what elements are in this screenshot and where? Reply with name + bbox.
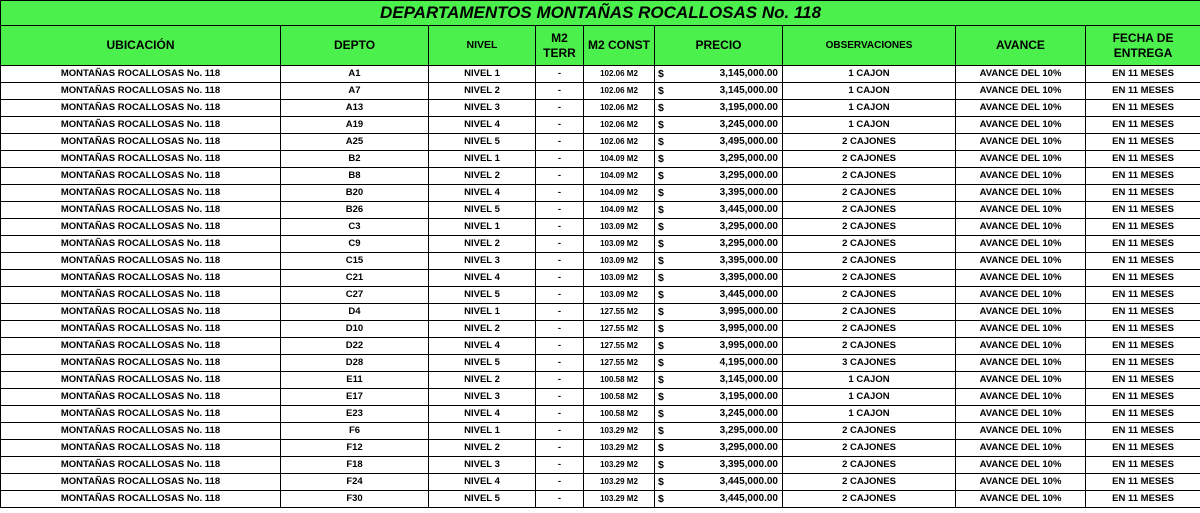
cell-precio[interactable]: 3,395,000.00: [675, 457, 783, 474]
cell-nivel[interactable]: NIVEL 4: [429, 406, 536, 423]
table-row: [1, 185, 1200, 202]
cell-observaciones[interactable]: 1 CAJON: [783, 66, 956, 83]
cell-ubicacion[interactable]: MONTAÑAS ROCALLOSAS No. 118: [1, 355, 281, 372]
cell-observaciones[interactable]: 2 CAJONES: [783, 423, 956, 440]
cell-avance[interactable]: AVANCE DEL 10%: [956, 321, 1086, 338]
cell-m2-const[interactable]: 103.29 M2: [584, 491, 655, 508]
cell-m2-const[interactable]: 103.09 M2: [584, 219, 655, 236]
table-row: [1, 304, 1200, 321]
cell-fecha-entrega[interactable]: EN 11 MESES: [1086, 219, 1200, 236]
cell-avance[interactable]: AVANCE DEL 10%: [956, 491, 1086, 508]
cell-currency[interactable]: $: [655, 219, 675, 236]
cell-observaciones[interactable]: 2 CAJONES: [783, 134, 956, 151]
cell-nivel[interactable]: NIVEL 4: [429, 338, 536, 355]
cell-avance[interactable]: AVANCE DEL 10%: [956, 168, 1086, 185]
table-row: [1, 253, 1200, 270]
cell-nivel[interactable]: NIVEL 4: [429, 117, 536, 134]
cell-m2-terr[interactable]: -: [536, 185, 584, 202]
cell-precio[interactable]: 3,295,000.00: [675, 168, 783, 185]
cell-fecha-entrega[interactable]: EN 11 MESES: [1086, 253, 1200, 270]
cell-m2-const[interactable]: 103.29 M2: [584, 474, 655, 491]
cell-fecha-entrega[interactable]: EN 11 MESES: [1086, 270, 1200, 287]
cell-observaciones[interactable]: 2 CAJONES: [783, 491, 956, 508]
cell-ubicacion[interactable]: MONTAÑAS ROCALLOSAS No. 118: [1, 219, 281, 236]
cell-precio[interactable]: 3,495,000.00: [675, 134, 783, 151]
cell-currency[interactable]: $: [655, 304, 675, 321]
cell-avance[interactable]: AVANCE DEL 10%: [956, 134, 1086, 151]
cell-avance[interactable]: AVANCE DEL 10%: [956, 202, 1086, 219]
cell-nivel[interactable]: NIVEL 4: [429, 270, 536, 287]
cell-m2-terr[interactable]: -: [536, 304, 584, 321]
cell-precio[interactable]: 3,295,000.00: [675, 219, 783, 236]
table-row: [1, 134, 1200, 151]
cell-m2-const[interactable]: 104.09 M2: [584, 151, 655, 168]
cell-m2-const[interactable]: 100.58 M2: [584, 406, 655, 423]
header-fecha-entrega[interactable]: FECHA DE ENTREGA: [1086, 26, 1200, 66]
cell-fecha-entrega[interactable]: EN 11 MESES: [1086, 321, 1200, 338]
cell-m2-terr[interactable]: -: [536, 355, 584, 372]
cell-nivel[interactable]: NIVEL 4: [429, 474, 536, 491]
cell-ubicacion[interactable]: MONTAÑAS ROCALLOSAS No. 118: [1, 270, 281, 287]
cell-m2-const[interactable]: 127.55 M2: [584, 304, 655, 321]
cell-depto[interactable]: D28: [281, 355, 429, 372]
table-row: [1, 440, 1200, 457]
table-row: [1, 457, 1200, 474]
cell-avance[interactable]: AVANCE DEL 10%: [956, 372, 1086, 389]
cell-m2-terr[interactable]: -: [536, 440, 584, 457]
table-row: [1, 151, 1200, 168]
cell-currency[interactable]: $: [655, 440, 675, 457]
cell-currency[interactable]: $: [655, 83, 675, 100]
cell-currency[interactable]: $: [655, 134, 675, 151]
cell-nivel[interactable]: NIVEL 2: [429, 83, 536, 100]
cell-avance[interactable]: AVANCE DEL 10%: [956, 440, 1086, 457]
cell-avance[interactable]: AVANCE DEL 10%: [956, 389, 1086, 406]
cell-nivel[interactable]: NIVEL 3: [429, 253, 536, 270]
cell-avance[interactable]: AVANCE DEL 10%: [956, 338, 1086, 355]
cell-m2-terr[interactable]: -: [536, 168, 584, 185]
cell-avance[interactable]: AVANCE DEL 10%: [956, 270, 1086, 287]
cell-currency[interactable]: $: [655, 389, 675, 406]
cell-fecha-entrega[interactable]: EN 11 MESES: [1086, 202, 1200, 219]
table-row: [1, 219, 1200, 236]
cell-avance[interactable]: AVANCE DEL 10%: [956, 83, 1086, 100]
table-row: [1, 117, 1200, 134]
cell-precio[interactable]: 3,395,000.00: [675, 253, 783, 270]
cell-m2-terr[interactable]: -: [536, 236, 584, 253]
cell-observaciones[interactable]: 1 CAJON: [783, 406, 956, 423]
cell-precio[interactable]: 3,245,000.00: [675, 117, 783, 134]
cell-precio[interactable]: 3,295,000.00: [675, 423, 783, 440]
header-observaciones[interactable]: OBSERVACIONES: [783, 26, 956, 66]
cell-nivel[interactable]: NIVEL 1: [429, 151, 536, 168]
cell-fecha-entrega[interactable]: EN 11 MESES: [1086, 389, 1200, 406]
cell-m2-terr[interactable]: -: [536, 83, 584, 100]
cell-currency[interactable]: $: [655, 491, 675, 508]
cell-depto[interactable]: C15: [281, 253, 429, 270]
cell-precio[interactable]: 3,445,000.00: [675, 474, 783, 491]
cell-fecha-entrega[interactable]: EN 11 MESES: [1086, 134, 1200, 151]
cell-ubicacion[interactable]: MONTAÑAS ROCALLOSAS No. 118: [1, 168, 281, 185]
header-nivel[interactable]: NIVEL: [429, 26, 536, 66]
cell-m2-terr[interactable]: -: [536, 202, 584, 219]
cell-depto[interactable]: D10: [281, 321, 429, 338]
cell-depto[interactable]: B8: [281, 168, 429, 185]
cell-m2-const[interactable]: 100.58 M2: [584, 372, 655, 389]
cell-m2-terr[interactable]: -: [536, 270, 584, 287]
cell-depto[interactable]: A1: [281, 66, 429, 83]
table-row: [1, 389, 1200, 406]
table-row: [1, 287, 1200, 304]
cell-avance[interactable]: AVANCE DEL 10%: [956, 117, 1086, 134]
cell-observaciones[interactable]: 2 CAJONES: [783, 474, 956, 491]
cell-m2-terr[interactable]: -: [536, 134, 584, 151]
cell-precio[interactable]: 3,395,000.00: [675, 185, 783, 202]
cell-nivel[interactable]: NIVEL 4: [429, 185, 536, 202]
cell-currency[interactable]: $: [655, 100, 675, 117]
cell-depto[interactable]: B20: [281, 185, 429, 202]
table-row: [1, 168, 1200, 185]
cell-m2-terr[interactable]: -: [536, 372, 584, 389]
cell-fecha-entrega[interactable]: EN 11 MESES: [1086, 355, 1200, 372]
cell-ubicacion[interactable]: MONTAÑAS ROCALLOSAS No. 118: [1, 440, 281, 457]
cell-ubicacion[interactable]: MONTAÑAS ROCALLOSAS No. 118: [1, 253, 281, 270]
cell-fecha-entrega[interactable]: EN 11 MESES: [1086, 423, 1200, 440]
cell-depto[interactable]: E23: [281, 406, 429, 423]
cell-precio[interactable]: 3,145,000.00: [675, 66, 783, 83]
cell-ubicacion[interactable]: MONTAÑAS ROCALLOSAS No. 118: [1, 321, 281, 338]
cell-fecha-entrega[interactable]: EN 11 MESES: [1086, 151, 1200, 168]
cell-ubicacion[interactable]: MONTAÑAS ROCALLOSAS No. 118: [1, 491, 281, 508]
cell-m2-terr[interactable]: -: [536, 457, 584, 474]
cell-ubicacion[interactable]: MONTAÑAS ROCALLOSAS No. 118: [1, 338, 281, 355]
cell-observaciones[interactable]: 1 CAJON: [783, 117, 956, 134]
cell-currency[interactable]: $: [655, 66, 675, 83]
cell-observaciones[interactable]: 1 CAJON: [783, 372, 956, 389]
cell-m2-const[interactable]: 103.09 M2: [584, 236, 655, 253]
cell-fecha-entrega[interactable]: EN 11 MESES: [1086, 236, 1200, 253]
table-row: [1, 372, 1200, 389]
cell-precio[interactable]: 3,995,000.00: [675, 338, 783, 355]
cell-m2-terr[interactable]: -: [536, 66, 584, 83]
cell-observaciones[interactable]: 3 CAJONES: [783, 355, 956, 372]
cell-avance[interactable]: AVANCE DEL 10%: [956, 287, 1086, 304]
cell-currency[interactable]: $: [655, 202, 675, 219]
cell-fecha-entrega[interactable]: EN 11 MESES: [1086, 491, 1200, 508]
cell-fecha-entrega[interactable]: EN 11 MESES: [1086, 168, 1200, 185]
cell-m2-const[interactable]: 104.09 M2: [584, 202, 655, 219]
cell-avance[interactable]: AVANCE DEL 10%: [956, 219, 1086, 236]
cell-depto[interactable]: A7: [281, 83, 429, 100]
cell-nivel[interactable]: NIVEL 2: [429, 236, 536, 253]
cell-m2-const[interactable]: 103.29 M2: [584, 423, 655, 440]
cell-nivel[interactable]: NIVEL 5: [429, 491, 536, 508]
cell-avance[interactable]: AVANCE DEL 10%: [956, 457, 1086, 474]
table-row: [1, 491, 1200, 508]
cell-ubicacion[interactable]: MONTAÑAS ROCALLOSAS No. 118: [1, 287, 281, 304]
cell-m2-const[interactable]: 127.55 M2: [584, 321, 655, 338]
cell-avance[interactable]: AVANCE DEL 10%: [956, 66, 1086, 83]
cell-depto[interactable]: C9: [281, 236, 429, 253]
cell-currency[interactable]: $: [655, 321, 675, 338]
cell-nivel[interactable]: NIVEL 1: [429, 66, 536, 83]
cell-m2-terr[interactable]: -: [536, 321, 584, 338]
table-row: [1, 66, 1200, 83]
cell-avance[interactable]: AVANCE DEL 10%: [956, 355, 1086, 372]
title-row: [1, 1, 1200, 26]
cell-m2-const[interactable]: 102.06 M2: [584, 117, 655, 134]
cell-observaciones[interactable]: 2 CAJONES: [783, 168, 956, 185]
cell-depto[interactable]: B2: [281, 151, 429, 168]
cell-m2-terr[interactable]: -: [536, 406, 584, 423]
cell-m2-const[interactable]: 100.58 M2: [584, 389, 655, 406]
sheet-title[interactable]: DEPARTAMENTOS MONTAÑAS ROCALLOSAS No. 118: [1, 1, 1200, 26]
cell-observaciones[interactable]: 2 CAJONES: [783, 338, 956, 355]
cell-precio[interactable]: 3,445,000.00: [675, 491, 783, 508]
cell-observaciones[interactable]: 2 CAJONES: [783, 202, 956, 219]
cell-depto[interactable]: E17: [281, 389, 429, 406]
table-row: [1, 474, 1200, 491]
cell-depto[interactable]: C3: [281, 219, 429, 236]
cell-currency[interactable]: $: [655, 168, 675, 185]
cell-fecha-entrega[interactable]: EN 11 MESES: [1086, 304, 1200, 321]
cell-ubicacion[interactable]: MONTAÑAS ROCALLOSAS No. 118: [1, 83, 281, 100]
table-row: [1, 406, 1200, 423]
cell-avance[interactable]: AVANCE DEL 10%: [956, 304, 1086, 321]
cell-nivel[interactable]: NIVEL 2: [429, 440, 536, 457]
cell-ubicacion[interactable]: MONTAÑAS ROCALLOSAS No. 118: [1, 185, 281, 202]
cell-ubicacion[interactable]: MONTAÑAS ROCALLOSAS No. 118: [1, 423, 281, 440]
cell-m2-terr[interactable]: -: [536, 287, 584, 304]
cell-currency[interactable]: $: [655, 151, 675, 168]
cell-depto[interactable]: F18: [281, 457, 429, 474]
cell-m2-const[interactable]: 103.09 M2: [584, 270, 655, 287]
cell-currency[interactable]: $: [655, 117, 675, 134]
cell-m2-const[interactable]: 103.29 M2: [584, 457, 655, 474]
cell-nivel[interactable]: NIVEL 5: [429, 355, 536, 372]
table-row: [1, 270, 1200, 287]
cell-observaciones[interactable]: 2 CAJONES: [783, 253, 956, 270]
cell-depto[interactable]: A19: [281, 117, 429, 134]
cell-m2-terr[interactable]: -: [536, 117, 584, 134]
cell-precio[interactable]: 3,295,000.00: [675, 151, 783, 168]
cell-depto[interactable]: F24: [281, 474, 429, 491]
cell-ubicacion[interactable]: MONTAÑAS ROCALLOSAS No. 118: [1, 304, 281, 321]
cell-currency[interactable]: $: [655, 474, 675, 491]
cell-ubicacion[interactable]: MONTAÑAS ROCALLOSAS No. 118: [1, 236, 281, 253]
cell-depto[interactable]: F12: [281, 440, 429, 457]
cell-precio[interactable]: 3,295,000.00: [675, 440, 783, 457]
header-ubicacion[interactable]: UBICACIÓN: [1, 26, 281, 66]
cell-depto[interactable]: A13: [281, 100, 429, 117]
cell-m2-const[interactable]: 102.06 M2: [584, 83, 655, 100]
cell-currency[interactable]: $: [655, 372, 675, 389]
cell-observaciones[interactable]: 2 CAJONES: [783, 440, 956, 457]
table-row: [1, 83, 1200, 100]
cell-m2-terr[interactable]: -: [536, 491, 584, 508]
cell-m2-terr[interactable]: -: [536, 100, 584, 117]
cell-fecha-entrega[interactable]: EN 11 MESES: [1086, 185, 1200, 202]
cell-currency[interactable]: $: [655, 457, 675, 474]
cell-nivel[interactable]: NIVEL 1: [429, 219, 536, 236]
cell-depto[interactable]: A25: [281, 134, 429, 151]
cell-observaciones[interactable]: 2 CAJONES: [783, 151, 956, 168]
cell-m2-terr[interactable]: -: [536, 423, 584, 440]
cell-ubicacion[interactable]: MONTAÑAS ROCALLOSAS No. 118: [1, 389, 281, 406]
cell-precio[interactable]: 3,995,000.00: [675, 304, 783, 321]
cell-currency[interactable]: $: [655, 406, 675, 423]
cell-m2-const[interactable]: 102.06 M2: [584, 134, 655, 151]
cell-depto[interactable]: F30: [281, 491, 429, 508]
cell-ubicacion[interactable]: MONTAÑAS ROCALLOSAS No. 118: [1, 66, 281, 83]
cell-m2-const[interactable]: 102.06 M2: [584, 100, 655, 117]
cell-depto[interactable]: F6: [281, 423, 429, 440]
header-row: [1, 26, 1200, 66]
table-row: [1, 236, 1200, 253]
cell-precio[interactable]: 4,195,000.00: [675, 355, 783, 372]
cell-precio[interactable]: 3,195,000.00: [675, 100, 783, 117]
cell-m2-terr[interactable]: -: [536, 474, 584, 491]
cell-fecha-entrega[interactable]: EN 11 MESES: [1086, 406, 1200, 423]
cell-depto[interactable]: D4: [281, 304, 429, 321]
table-row: [1, 202, 1200, 219]
header-depto[interactable]: DEPTO: [281, 26, 429, 66]
cell-currency[interactable]: $: [655, 236, 675, 253]
cell-observaciones[interactable]: 2 CAJONES: [783, 457, 956, 474]
cell-ubicacion[interactable]: MONTAÑAS ROCALLOSAS No. 118: [1, 117, 281, 134]
cell-fecha-entrega[interactable]: EN 11 MESES: [1086, 457, 1200, 474]
cell-m2-terr[interactable]: -: [536, 253, 584, 270]
cell-nivel[interactable]: NIVEL 2: [429, 321, 536, 338]
cell-observaciones[interactable]: 2 CAJONES: [783, 304, 956, 321]
cell-observaciones[interactable]: 1 CAJON: [783, 389, 956, 406]
cell-depto[interactable]: C27: [281, 287, 429, 304]
table-row: [1, 355, 1200, 372]
cell-fecha-entrega[interactable]: EN 11 MESES: [1086, 83, 1200, 100]
cell-observaciones[interactable]: 2 CAJONES: [783, 321, 956, 338]
cell-ubicacion[interactable]: MONTAÑAS ROCALLOSAS No. 118: [1, 151, 281, 168]
cell-m2-const[interactable]: 104.09 M2: [584, 168, 655, 185]
cell-nivel[interactable]: NIVEL 5: [429, 134, 536, 151]
cell-precio[interactable]: 3,145,000.00: [675, 372, 783, 389]
cell-m2-const[interactable]: 104.09 M2: [584, 185, 655, 202]
cell-avance[interactable]: AVANCE DEL 10%: [956, 151, 1086, 168]
cell-currency[interactable]: $: [655, 287, 675, 304]
cell-fecha-entrega[interactable]: EN 11 MESES: [1086, 117, 1200, 134]
cell-precio[interactable]: 3,195,000.00: [675, 389, 783, 406]
cell-observaciones[interactable]: 2 CAJONES: [783, 287, 956, 304]
cell-m2-const[interactable]: 103.09 M2: [584, 287, 655, 304]
cell-m2-const[interactable]: 103.29 M2: [584, 440, 655, 457]
table-row: [1, 338, 1200, 355]
cell-ubicacion[interactable]: MONTAÑAS ROCALLOSAS No. 118: [1, 457, 281, 474]
cell-nivel[interactable]: NIVEL 3: [429, 457, 536, 474]
cell-nivel[interactable]: NIVEL 2: [429, 372, 536, 389]
cell-fecha-entrega[interactable]: EN 11 MESES: [1086, 474, 1200, 491]
cell-m2-const[interactable]: 127.55 M2: [584, 355, 655, 372]
cell-currency[interactable]: $: [655, 185, 675, 202]
table-row: [1, 100, 1200, 117]
cell-precio[interactable]: 3,145,000.00: [675, 83, 783, 100]
cell-observaciones[interactable]: 2 CAJONES: [783, 270, 956, 287]
cell-precio[interactable]: 3,295,000.00: [675, 236, 783, 253]
cell-m2-terr[interactable]: -: [536, 389, 584, 406]
cell-currency[interactable]: $: [655, 338, 675, 355]
cell-precio[interactable]: 3,395,000.00: [675, 270, 783, 287]
header-m2-terr[interactable]: M2 TERR: [536, 26, 584, 66]
cell-precio[interactable]: 3,445,000.00: [675, 287, 783, 304]
cell-fecha-entrega[interactable]: EN 11 MESES: [1086, 338, 1200, 355]
cell-currency[interactable]: $: [655, 355, 675, 372]
cell-avance[interactable]: AVANCE DEL 10%: [956, 474, 1086, 491]
cell-avance[interactable]: AVANCE DEL 10%: [956, 236, 1086, 253]
cell-observaciones[interactable]: 2 CAJONES: [783, 219, 956, 236]
cell-observaciones[interactable]: 1 CAJON: [783, 83, 956, 100]
header-m2-const[interactable]: M2 CONST: [584, 26, 655, 66]
cell-nivel[interactable]: NIVEL 3: [429, 100, 536, 117]
cell-depto[interactable]: B26: [281, 202, 429, 219]
cell-avance[interactable]: AVANCE DEL 10%: [956, 185, 1086, 202]
cell-currency[interactable]: $: [655, 270, 675, 287]
cell-ubicacion[interactable]: MONTAÑAS ROCALLOSAS No. 118: [1, 474, 281, 491]
cell-nivel[interactable]: NIVEL 1: [429, 423, 536, 440]
table-row: [1, 423, 1200, 440]
cell-ubicacion[interactable]: MONTAÑAS ROCALLOSAS No. 118: [1, 202, 281, 219]
cell-nivel[interactable]: NIVEL 3: [429, 389, 536, 406]
cell-nivel[interactable]: NIVEL 1: [429, 304, 536, 321]
cell-m2-terr[interactable]: -: [536, 219, 584, 236]
cell-ubicacion[interactable]: MONTAÑAS ROCALLOSAS No. 118: [1, 406, 281, 423]
cell-m2-const[interactable]: 103.09 M2: [584, 253, 655, 270]
cell-depto[interactable]: C21: [281, 270, 429, 287]
cell-currency[interactable]: $: [655, 253, 675, 270]
cell-nivel[interactable]: NIVEL 5: [429, 202, 536, 219]
cell-nivel[interactable]: NIVEL 2: [429, 168, 536, 185]
cell-precio[interactable]: 3,995,000.00: [675, 321, 783, 338]
cell-fecha-entrega[interactable]: EN 11 MESES: [1086, 287, 1200, 304]
cell-precio[interactable]: 3,445,000.00: [675, 202, 783, 219]
cell-fecha-entrega[interactable]: EN 11 MESES: [1086, 66, 1200, 83]
cell-m2-terr[interactable]: -: [536, 338, 584, 355]
header-precio[interactable]: PRECIO: [655, 26, 783, 66]
cell-avance[interactable]: AVANCE DEL 10%: [956, 406, 1086, 423]
cell-observaciones[interactable]: 2 CAJONES: [783, 185, 956, 202]
cell-observaciones[interactable]: 2 CAJONES: [783, 236, 956, 253]
cell-m2-const[interactable]: 102.06 M2: [584, 66, 655, 83]
cell-avance[interactable]: AVANCE DEL 10%: [956, 423, 1086, 440]
cell-m2-terr[interactable]: -: [536, 151, 584, 168]
header-avance[interactable]: AVANCE: [956, 26, 1086, 66]
cell-depto[interactable]: D22: [281, 338, 429, 355]
cell-precio[interactable]: 3,245,000.00: [675, 406, 783, 423]
cell-ubicacion[interactable]: MONTAÑAS ROCALLOSAS No. 118: [1, 134, 281, 151]
cell-avance[interactable]: AVANCE DEL 10%: [956, 100, 1086, 117]
cell-currency[interactable]: $: [655, 423, 675, 440]
cell-observaciones[interactable]: 1 CAJON: [783, 100, 956, 117]
cell-ubicacion[interactable]: MONTAÑAS ROCALLOSAS No. 118: [1, 100, 281, 117]
cell-fecha-entrega[interactable]: EN 11 MESES: [1086, 100, 1200, 117]
cell-fecha-entrega[interactable]: EN 11 MESES: [1086, 372, 1200, 389]
cell-ubicacion[interactable]: MONTAÑAS ROCALLOSAS No. 118: [1, 372, 281, 389]
cell-avance[interactable]: AVANCE DEL 10%: [956, 253, 1086, 270]
table-body: [1, 66, 1200, 508]
cell-m2-const[interactable]: 127.55 M2: [584, 338, 655, 355]
cell-nivel[interactable]: NIVEL 5: [429, 287, 536, 304]
cell-depto[interactable]: E11: [281, 372, 429, 389]
cell-fecha-entrega[interactable]: EN 11 MESES: [1086, 440, 1200, 457]
table-row: [1, 321, 1200, 338]
